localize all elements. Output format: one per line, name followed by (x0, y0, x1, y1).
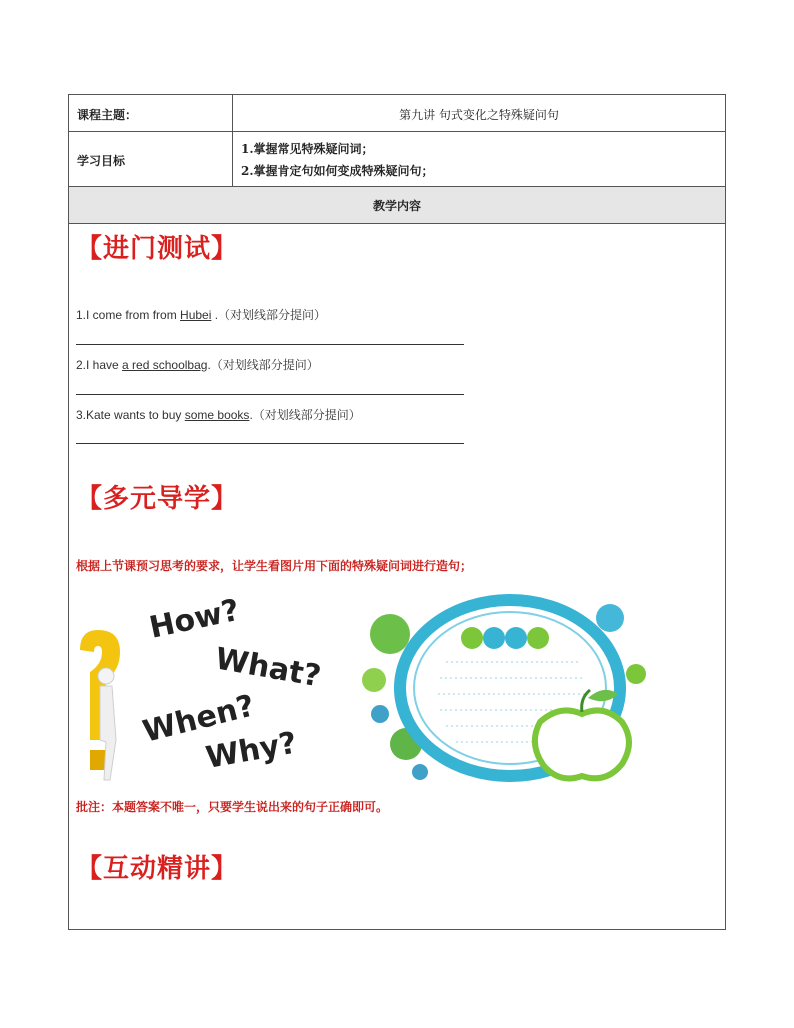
section-heading-entry-test: 【进门测试】 (76, 234, 239, 264)
decor-circle-icon (596, 604, 624, 632)
dot-icon (505, 627, 527, 649)
answer-line (76, 394, 464, 395)
decor-circle-icon (370, 614, 410, 654)
topic-row (69, 95, 725, 132)
answer-line (76, 344, 464, 345)
goal-item: 2.掌握肯定句如何变成特殊疑问句； (241, 164, 434, 178)
dot-icon (527, 627, 549, 649)
goal-item: 1.掌握常见特殊疑问词； (241, 142, 374, 156)
decorative-frame-illustration (360, 594, 650, 786)
question-text: .（对划线部分提问） (211, 308, 327, 322)
topic-value-cell (233, 95, 725, 131)
question-text: .（对划线部分提问） (249, 408, 361, 422)
word-what: What? (212, 641, 324, 695)
dot-icon (483, 627, 505, 649)
goals-cell (233, 132, 725, 186)
decor-circle-icon (362, 668, 386, 692)
word-how: How? (146, 592, 243, 646)
annotation-note: 批注：本题答案不唯一，只要学生说出来的句子正确即可。 (76, 800, 389, 814)
word-why: Why? (203, 725, 300, 776)
content-header-row (69, 187, 725, 224)
question-text: 2.I have (76, 358, 123, 372)
decor-circle-icon (371, 705, 389, 723)
question-text: 3.Kate wants to buy (76, 408, 185, 422)
decor-circle-icon (626, 664, 646, 684)
answer-line (76, 443, 464, 444)
decor-circle-icon (412, 764, 428, 780)
question-words-image (76, 590, 326, 785)
question-mark-dot-icon (90, 750, 106, 770)
decorative-frame-image (360, 594, 650, 786)
instruction-text: 根据上节课预习思考的要求，让学生看图片用下面的特殊疑问词进行造句； (76, 559, 473, 573)
question-text: 1.I come from from (76, 308, 181, 322)
dot-icon (461, 627, 483, 649)
underlined-text: a red schoolbag (122, 358, 208, 372)
question-words-illustration (76, 590, 326, 785)
content-header: 教学内容 (372, 199, 421, 213)
topic-label: 课程主题： (77, 108, 138, 122)
apple-icon (535, 710, 629, 778)
section-heading-guided-learning: 【多元导学】 (76, 484, 239, 514)
goals-label-cell (69, 132, 233, 186)
underlined-text: some books (184, 408, 250, 422)
word-when: When? (139, 688, 259, 750)
section-heading-interactive-lecture: 【互动精讲】 (76, 854, 239, 884)
question-3 (76, 406, 361, 423)
figure-head-icon (98, 668, 114, 684)
goals-row (69, 132, 725, 187)
underlined-text: Hubei (180, 308, 212, 322)
question-1 (76, 306, 326, 323)
course-title: 第九讲 句式变化之特殊疑问句 (399, 108, 559, 122)
goals-label: 学习目标 (77, 154, 126, 168)
question-2 (76, 356, 319, 373)
question-text: .（对划线部分提问） (207, 358, 319, 372)
topic-label-cell (69, 95, 233, 131)
